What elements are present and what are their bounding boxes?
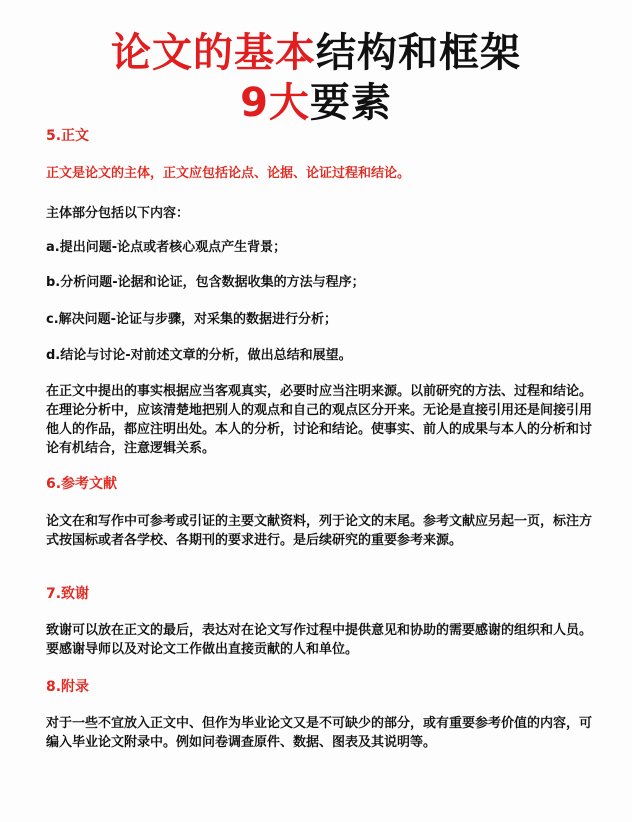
- section-5-lead-wrap: [46, 164, 601, 184]
- section-8-body: 对于一些不宜放入正文中、但作为毕业论文又是不可缺少的部分，或有重要参考价值的内容，可编入毕业论文附录中。例如问卷调查原件、数据、图表及其说明等。: [46, 716, 593, 750]
- section-5-item-a: a.提出问题-论点或者核心观点产生背景；: [46, 240, 287, 255]
- section-8-body-wrap: [46, 714, 601, 752]
- section-5-item-a-wrap: [46, 238, 601, 257]
- section-5-intro-wrap: [46, 204, 601, 223]
- section-5-body-wrap: [46, 382, 601, 458]
- section-6-heading: 6.参考文献: [46, 476, 118, 492]
- section-7-body: 致谢可以放在正文的最后，表达对在论文写作过程中提供意见和协助的需要感谢的组织和人员。要感谢导师以及对论文工作做出直接贡献的人和单位。: [46, 623, 593, 657]
- section-7-heading: 7.致谢: [46, 586, 90, 602]
- section-6-body: 论文在和写作中可参考或引证的主要文献资料，列于论文的末尾。参考文献应另起一页，标注方式按国标或者各学校、各期刊的要求进行。是后续研究的重要参考来源。: [46, 514, 593, 548]
- title-line-2-red: 9大: [240, 80, 310, 126]
- section-5-item-d: d.结论与讨论-对前述文章的分析，做出总结和展望。: [46, 348, 352, 363]
- title-line-2-dark: 要素: [309, 80, 392, 126]
- section-5-item-c-wrap: [46, 310, 601, 329]
- section-5-heading: 5.正文: [46, 128, 90, 144]
- page-title: [0, 28, 632, 128]
- section-5-lead: 正文是论文的主体，正文应包括论点、论据、论证过程和结论。: [46, 166, 411, 181]
- section-8: [46, 677, 601, 697]
- section-6: [46, 474, 601, 494]
- section-7: [46, 584, 601, 604]
- title-line-2: [0, 78, 632, 128]
- section-5-body: 在正文中提出的事实根据应当客观真实，必要时应当注明来源。以前研究的方法、过程和结论。在理论分析中，应该清楚地把别人的观点和自己的观点区分开来。无论是直接引用还是间接引用他人的作品，都应注明出处。本人的分析，讨论和结论。使事实、前人的成果与本人的分析和讨论有机结合，注意逻辑关系。: [46, 384, 593, 456]
- section-5-intro: 主体部分包括以下内容：: [46, 206, 190, 221]
- title-line-1-red: 论文的基本: [111, 30, 316, 76]
- section-5: [46, 126, 601, 146]
- section-5-item-c: c.解决问题-论证与步骤，对采集的数据进行分析；: [46, 312, 338, 327]
- title-line-1-dark: 结构和框架: [316, 30, 521, 76]
- section-5-item-d-wrap: [46, 346, 601, 365]
- section-6-body-wrap: [46, 512, 601, 550]
- section-8-heading: 8.附录: [46, 679, 90, 695]
- section-5-item-b-wrap: [46, 273, 601, 292]
- title-line-1: [0, 28, 632, 78]
- section-5-item-b: b.分析问题-论据和论证，包含数据收集的方法与程序；: [46, 275, 365, 290]
- section-7-body-wrap: [46, 621, 601, 659]
